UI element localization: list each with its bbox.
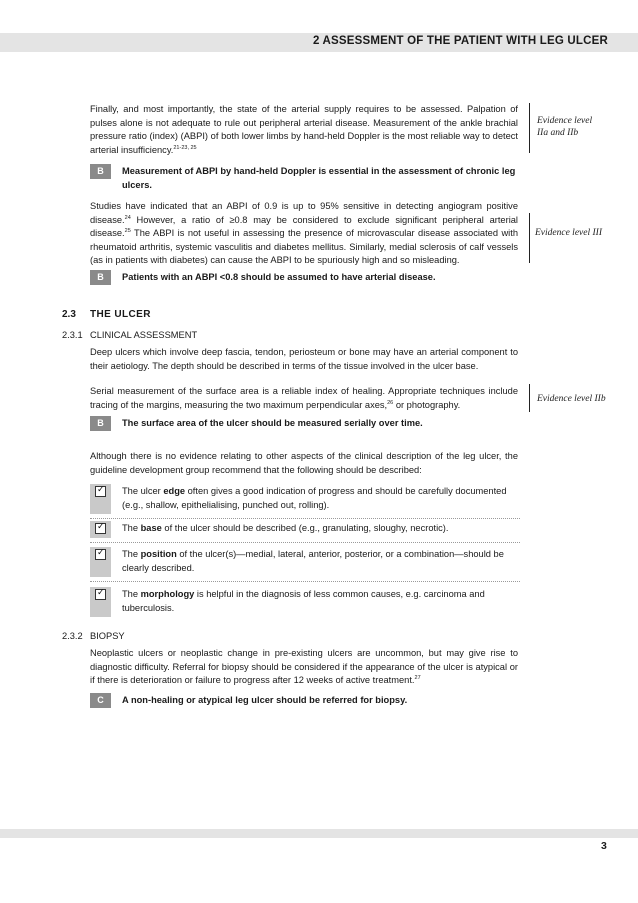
biopsy-paragraph: Neoplastic ulcers or neoplastic change in pre-existing ulcers are uncommon, but may give rise to diagnostic difficulty. Referral for biopsy should be considered if the appearance of the ulcer is atypical or if there is deterioration or failure to progress after 12 weeks of active treatment.$^{27}$	[90, 648, 518, 686]
subsection-number: 2.3.2	[62, 631, 83, 641]
divider	[90, 542, 520, 543]
evidence-marker-line	[529, 213, 530, 263]
recommendation-abpi-doppler	[90, 164, 520, 192]
recommendation-surface-area	[90, 416, 520, 432]
deep-ulcers-paragraph: Deep ulcers which involve deep fascia, tendon, periosteum or bone may have an arterial component to their aetiology. The depth should be described in terms of the tissue involved in the ulcer base.	[90, 347, 518, 371]
divider	[90, 518, 520, 519]
description-intro-paragraph: Although there is no evidence relating to other aspects of the clinical description of the leg ulcer, the guideline development group recommend that the following should be described:	[90, 451, 518, 475]
intro-paragraph: Finally, and most importantly, the state of the arterial supply requires to be assessed. Palpation of pulses alone is not adequate to rule out peripheral arterial disease. Measurement of the ankle brachial pressure ratio (index) (ABPI) of both lower limbs by hand-held Doppler is the most reliable way to detect arterial insufficiency.$^{21-23, 25}$	[90, 104, 518, 155]
checklist-text: The base of the ulcer should be described (e.g., granulating, sloughy, necrotic).	[122, 523, 449, 533]
recommendation-text: Measurement of ABPI by hand-held Doppler is essential in the assessment of chronic leg ulcers.	[122, 166, 516, 190]
page-number: 3	[601, 840, 607, 852]
grade-badge: C	[90, 693, 111, 708]
checklist-text: The position of the ulcer(s)—medial, lateral, anterior, posterior, or a combination—should be clearly described.	[122, 549, 504, 573]
checkbox-icon	[90, 521, 111, 538]
recommendation-text: A non-healing or atypical leg ulcer should be referred for biopsy.	[122, 695, 408, 705]
running-header-title: 2 ASSESSMENT OF THE PATIENT WITH LEG ULCER	[312, 35, 608, 47]
grade-badge: B	[90, 416, 111, 431]
grade-badge: B	[90, 270, 111, 285]
recommendation-biopsy	[90, 693, 520, 709]
serial-measurement-paragraph: Serial measurement of the surface area is a reliable index of healing. Appropriate techniques include tracing of the margins, measuring the two maximum perpendicular axes,$^{26}$ or photography.	[90, 386, 518, 410]
checklist-item-base	[90, 521, 520, 538]
section-title: THE ULCER	[90, 309, 151, 320]
footer-bar	[0, 829, 638, 838]
checklist-item-edge	[90, 484, 520, 514]
running-header-bar	[0, 33, 638, 52]
evidence-level-1: Evidence level IIa and IIb	[537, 116, 593, 138]
section-number: 2.3	[62, 309, 76, 320]
grade-badge: B	[90, 164, 111, 179]
checkbox-icon	[90, 587, 111, 617]
evidence-marker-line	[529, 103, 530, 153]
checkbox-icon	[90, 484, 111, 514]
checklist-text: The morphology is helpful in the diagnosis of less common causes, e.g. carcinoma and tuberculosis.	[122, 589, 485, 613]
checkbox-icon	[90, 547, 111, 577]
subsection-title: BIOPSY	[90, 631, 125, 641]
subsection-number: 2.3.1	[62, 330, 83, 340]
recommendation-abpi-threshold	[90, 270, 520, 286]
divider	[90, 581, 520, 582]
checklist-item-position	[90, 547, 520, 577]
checklist-item-morphology	[90, 587, 520, 617]
evidence-level-3: Evidence level IIb	[537, 394, 606, 404]
subsection-title: CLINICAL ASSESSMENT	[90, 330, 198, 340]
evidence-level-2: Evidence level III	[535, 228, 602, 238]
evidence-marker-line	[529, 384, 530, 412]
recommendation-text: Patients with an ABPI <0.8 should be assumed to have arterial disease.	[122, 272, 436, 282]
checklist-text: The ulcer edge often gives a good indication of progress and should be carefully documented (e.g., shallow, epithelialising, punched out, rolling).	[122, 486, 507, 510]
studies-paragraph: Studies have indicated that an ABPI of 0.9 is up to 95% sensitive in detecting angiogram positive disease.$^{24}$ However, a ratio of ≥0.8 may be considered to exclude significant peripheral arterial disease.$^{25}$ The ABPI is not useful in assessing the presence of microvascular disease associated with rheumatoid arthritis, systemic vasculitis and diabetes mellitus. Similarly, medial sclerosis of calf vessels (as in patients with diabetes) can cause the ABPI to be spuriously high and so misleading.	[90, 201, 518, 266]
recommendation-text: The surface area of the ulcer should be measured serially over time.	[122, 418, 423, 428]
